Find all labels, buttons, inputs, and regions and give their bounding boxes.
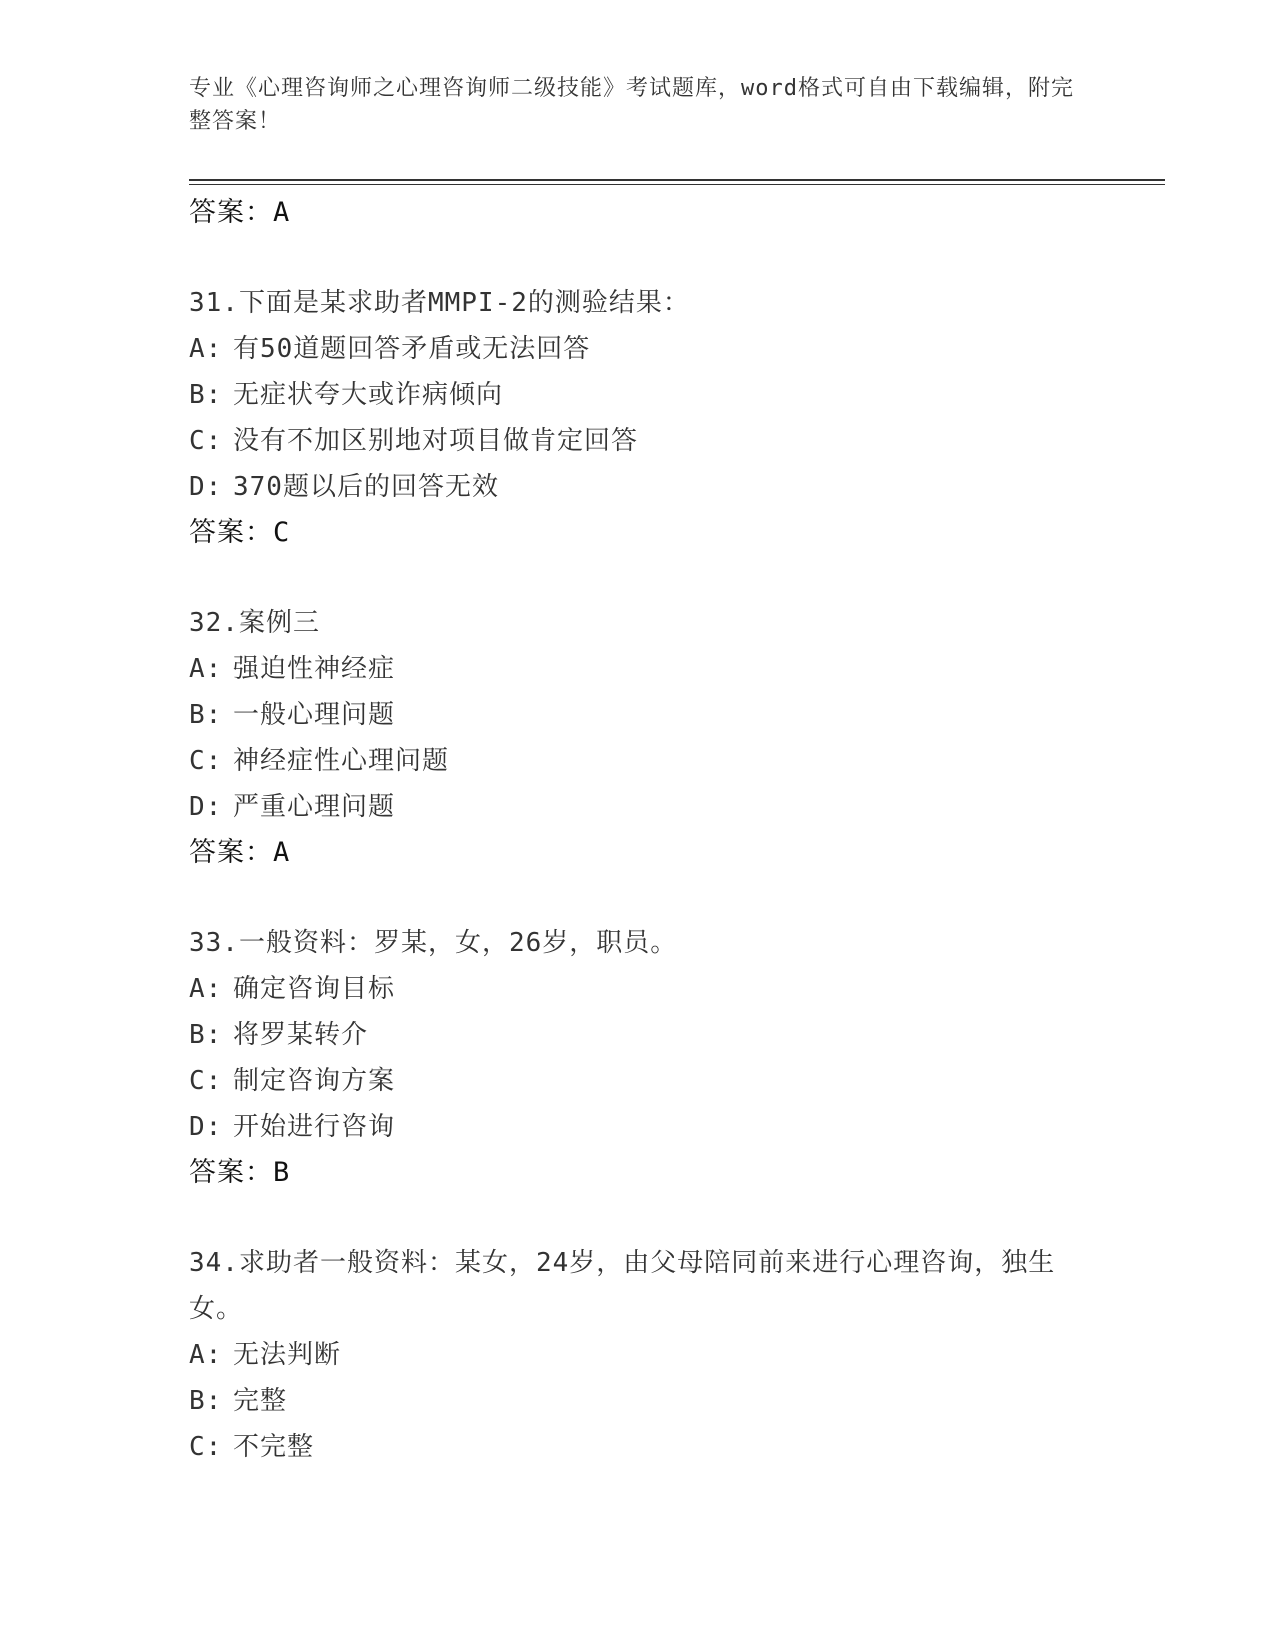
option-c: [189, 1424, 1089, 1470]
option-letter: A:: [189, 974, 223, 1004]
spacer: [189, 876, 1089, 920]
option-a: [189, 646, 1089, 692]
option-text: 开始进行咨询: [233, 1112, 396, 1142]
option-text: 370题以后的回答无效: [233, 472, 499, 502]
question-text: 34.求助者一般资料：某女，24岁，由父母陪同前来进行心理咨询，独生女。: [189, 1248, 1056, 1324]
option-text: 无法判断: [233, 1340, 342, 1370]
option-letter: A:: [189, 654, 223, 684]
spacer: [189, 1196, 1089, 1240]
header-divider-thin: [189, 184, 1165, 185]
answer-line: 答案：A: [189, 837, 291, 868]
answer-line: 答案：A: [189, 197, 291, 228]
option-letter: D:: [189, 792, 223, 822]
option-text: 不完整: [233, 1432, 315, 1462]
option-text: 严重心理问题: [233, 792, 396, 822]
option-letter: C:: [189, 1432, 223, 1462]
option-text: 有50道题回答矛盾或无法回答: [233, 334, 591, 364]
option-letter: D:: [189, 1112, 223, 1142]
option-text: 制定咨询方案: [233, 1066, 396, 1096]
option-text: 神经症性心理问题: [233, 746, 450, 776]
option-letter: A:: [189, 1340, 223, 1370]
option-text: 确定咨询目标: [233, 974, 396, 1004]
question-block: [189, 1240, 1089, 1470]
spacer: [189, 556, 1089, 600]
option-a: [189, 966, 1089, 1012]
answer-line: 答案：C: [189, 517, 291, 548]
option-b: [189, 692, 1089, 738]
option-letter: C:: [189, 746, 223, 776]
question-block: [189, 600, 1089, 876]
question-list: [189, 190, 1089, 1470]
option-letter: D:: [189, 472, 223, 502]
option-b: [189, 1378, 1089, 1424]
option-text: 一般心理问题: [233, 700, 396, 730]
option-text: 没有不加区别地对项目做肯定回答: [233, 426, 639, 456]
option-d: [189, 1104, 1089, 1150]
option-letter: A:: [189, 334, 223, 364]
option-text: 完整: [233, 1386, 288, 1416]
option-letter: B:: [189, 380, 223, 410]
option-c: [189, 1058, 1089, 1104]
answer-line: 答案：B: [189, 1157, 291, 1188]
option-c: [189, 418, 1089, 464]
question-text: 32.案例三: [189, 608, 320, 638]
option-letter: C:: [189, 1066, 223, 1096]
question-text: 33.一般资料：罗某，女，26岁，职员。: [189, 928, 678, 958]
option-b: [189, 1012, 1089, 1058]
option-d: [189, 464, 1089, 510]
question-block: [189, 920, 1089, 1196]
option-letter: C:: [189, 426, 223, 456]
option-c: [189, 738, 1089, 784]
option-b: [189, 372, 1089, 418]
document-header: 专业《心理咨询师之心理咨询师二级技能》考试题库，word格式可自由下载编辑，附完整答案！: [189, 76, 1074, 134]
option-a: [189, 1332, 1089, 1378]
option-letter: B:: [189, 700, 223, 730]
header-divider-thick: [189, 179, 1165, 181]
option-text: 无症状夸大或诈病倾向: [233, 380, 504, 410]
question-block: [189, 280, 1089, 556]
question-text: 31.下面是某求助者MMPI-2的测验结果：: [189, 288, 690, 318]
option-letter: B:: [189, 1020, 223, 1050]
option-text: 将罗某转介: [233, 1020, 369, 1050]
spacer: [189, 236, 1089, 280]
option-letter: B:: [189, 1386, 223, 1416]
option-text: 强迫性神经症: [233, 654, 396, 684]
option-a: [189, 326, 1089, 372]
option-d: [189, 784, 1089, 830]
